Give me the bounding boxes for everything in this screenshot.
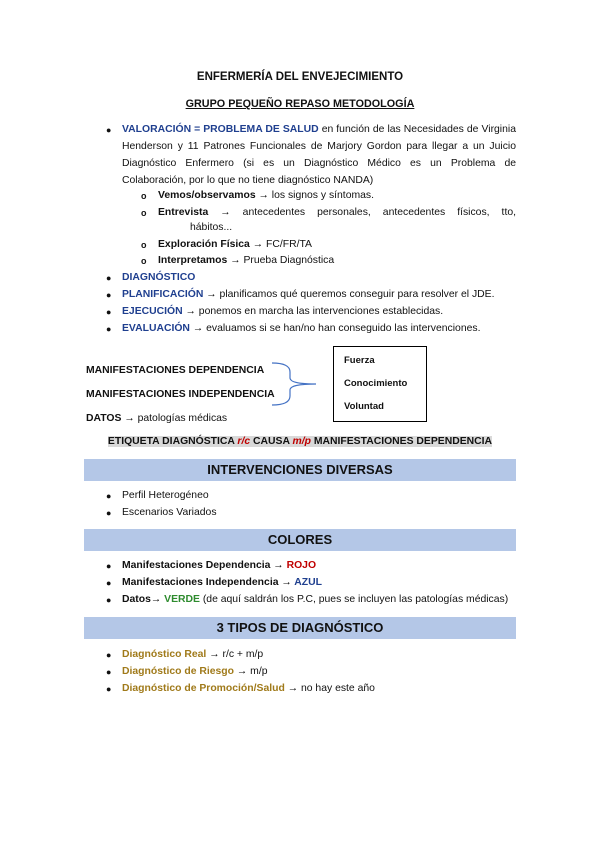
- arrow-icon: →: [206, 289, 217, 300]
- sub-entrevista-text: antecedentes personales, antecedentes físicos, tto,: [230, 207, 516, 218]
- arrow-icon: →: [230, 255, 241, 266]
- arrow-icon: →: [281, 577, 292, 588]
- etiqueta-part3: MANIFESTACIONES DEPENDENCIA: [310, 436, 493, 447]
- tipo-riesgo: [122, 666, 268, 677]
- bullet-icon: ●: [106, 508, 112, 518]
- etiqueta-text: [108, 436, 492, 447]
- valoracion-label: VALORACIÓN = PROBLEMA DE SALUD: [122, 124, 319, 135]
- sub-entrevista-cont: hábitos...: [190, 222, 233, 233]
- circle-bullet-icon: o: [141, 191, 147, 201]
- bullet-icon: ●: [106, 307, 112, 317]
- bullet-icon: ●: [106, 290, 112, 300]
- manifestaciones-dependencia: MANIFESTACIONES DEPENDENCIA: [86, 365, 265, 376]
- sub-exploracion-label: Exploración Física: [158, 239, 250, 250]
- valoracion-line-1: [122, 124, 516, 135]
- intervenciones-heading: INTERVENCIONES DIVERSAS: [207, 462, 393, 477]
- arrow-icon: →: [284, 683, 299, 694]
- color-value-verde: VERDE: [161, 594, 200, 605]
- diagnostico-label: DIAGNÓSTICO: [122, 272, 196, 283]
- datos-text: patologías médicas: [134, 413, 228, 424]
- bullet-icon: ●: [106, 595, 112, 605]
- circle-bullet-icon: o: [141, 256, 147, 266]
- manifestaciones-independencia: MANIFESTACIONES INDEPENDENCIA: [86, 389, 275, 400]
- evaluacion-label: EVALUACIÓN: [122, 323, 190, 334]
- etiqueta-diagnostica: [0, 436, 600, 447]
- sub-exploracion-text: FC/FR/TA: [263, 239, 312, 250]
- datos-line: [86, 413, 227, 424]
- tipo-label: Diagnóstico de Promoción/Salud: [122, 683, 285, 694]
- curly-brace-icon: [270, 360, 320, 408]
- evaluacion-text: evaluamos si se han/no han conseguido las intervenciones.: [203, 323, 481, 334]
- arrow-icon: →: [258, 190, 269, 201]
- sub-entrevista: [158, 207, 516, 218]
- tipo-label: Diagnóstico Real: [122, 649, 207, 660]
- etiqueta-mp: m/p: [292, 436, 311, 447]
- box-item-conocimiento: Conocimiento: [344, 378, 408, 389]
- planificacion-text: planificamos qué queremos conseguir para resolver el JDE.: [216, 289, 495, 300]
- color-item-label: Manifestaciones Independencia: [122, 577, 282, 588]
- sub-exploracion: [158, 239, 312, 250]
- page-subtitle: GRUPO PEQUEÑO REPASO METODOLOGÍA: [185, 98, 415, 110]
- circle-bullet-icon: o: [141, 240, 147, 250]
- ejecucion-label: EJECUCIÓN: [122, 306, 183, 317]
- valoracion-line-4: Colaboración, por lo que no tiene diagnóstico NANDA): [122, 175, 374, 186]
- tipo-text: no hay este año: [298, 683, 375, 694]
- circle-bullet-icon: o: [141, 208, 147, 218]
- ejecucion-item: [122, 306, 443, 317]
- bullet-icon: ●: [106, 578, 112, 588]
- tipos-heading-band: [84, 617, 516, 639]
- valoracion-line-1-text: en función de las Necesidades de Virginia: [318, 124, 516, 135]
- arrow-icon: →: [206, 649, 220, 660]
- evaluacion-item: [122, 323, 480, 334]
- color-value-rojo: ROJO: [283, 560, 317, 571]
- etiqueta-rc: r/c: [237, 436, 251, 447]
- etiqueta-part1: ETIQUETA DIAGNÓSTICA: [107, 436, 238, 447]
- valoracion-line-3: Diagnóstico Enfermero (si es un Diagnóstico Médico es un Problema de: [122, 158, 516, 169]
- tipo-real: [122, 649, 263, 660]
- color-item-datos: [122, 594, 508, 605]
- arrow-icon: →: [124, 413, 135, 424]
- color-item-label: Datos: [122, 594, 151, 605]
- color-item-dependencia: [122, 560, 316, 571]
- etiqueta-part2: CAUSA: [250, 436, 293, 447]
- tipo-promocion: [122, 683, 375, 694]
- tipo-text: m/p: [247, 666, 268, 677]
- arrow-icon: →: [273, 560, 284, 571]
- bullet-icon: ●: [106, 324, 112, 334]
- sub-interpretamos-label: Interpretamos: [158, 255, 228, 266]
- sub-vemos-text: los signos y síntomas.: [268, 190, 374, 201]
- page-title: ENFERMERÍA DEL ENVEJECIMIENTO: [196, 71, 404, 83]
- datos-label: DATOS: [86, 413, 122, 424]
- bullet-icon: ●: [106, 667, 112, 677]
- arrow-icon: →: [220, 207, 231, 218]
- color-item-tail: (de aquí saldrán los P.C, pues se incluyen las patologías médicas): [199, 594, 509, 605]
- bullet-icon: ●: [106, 273, 112, 283]
- sub-vemos: [158, 190, 374, 201]
- box-item-voluntad: Voluntad: [344, 401, 384, 412]
- arrow-icon: →: [150, 594, 162, 605]
- bullet-icon: ●: [106, 125, 112, 135]
- planificacion-label: PLANIFICACIÓN: [122, 289, 204, 300]
- tipos-heading: 3 TIPOS DE DIAGNÓSTICO: [216, 620, 384, 635]
- intervencion-item: Escenarios Variados: [122, 507, 217, 518]
- intervencion-item: Perfil Heterogéneo: [122, 490, 209, 501]
- sub-interpretamos-text: Prueba Diagnóstica: [240, 255, 335, 266]
- planificacion-item: [122, 289, 494, 300]
- sub-entrevista-label: Entrevista: [158, 207, 209, 218]
- bullet-icon: ●: [106, 491, 112, 501]
- ejecucion-text: ponemos en marcha las intervenciones establecidas.: [195, 306, 444, 317]
- tipo-text: r/c + m/p: [219, 649, 264, 660]
- colores-heading-band: [84, 529, 516, 551]
- sub-vemos-label: Vemos/observamos: [158, 190, 256, 201]
- box-item-fuerza: Fuerza: [344, 355, 375, 366]
- color-item-independencia: [122, 577, 322, 588]
- bullet-icon: ●: [106, 684, 112, 694]
- arrow-icon: →: [234, 666, 248, 677]
- sub-interpretamos: [158, 255, 334, 266]
- valoracion-line-2: Henderson y 11 Patrones Funcionales de Marjory Gordon para llegar a un Juicio: [122, 141, 516, 152]
- tipo-label: Diagnóstico de Riesgo: [122, 666, 235, 677]
- arrow-icon: →: [185, 306, 196, 317]
- bullet-icon: ●: [106, 650, 112, 660]
- intervenciones-heading-band: [84, 459, 516, 481]
- bullet-icon: ●: [106, 561, 112, 571]
- color-value-azul: AZUL: [291, 577, 322, 588]
- color-item-label: Manifestaciones Dependencia: [122, 560, 274, 571]
- factors-box: [333, 346, 427, 422]
- arrow-icon: →: [252, 239, 264, 250]
- colores-heading: COLORES: [267, 532, 333, 547]
- arrow-icon: →: [192, 323, 204, 334]
